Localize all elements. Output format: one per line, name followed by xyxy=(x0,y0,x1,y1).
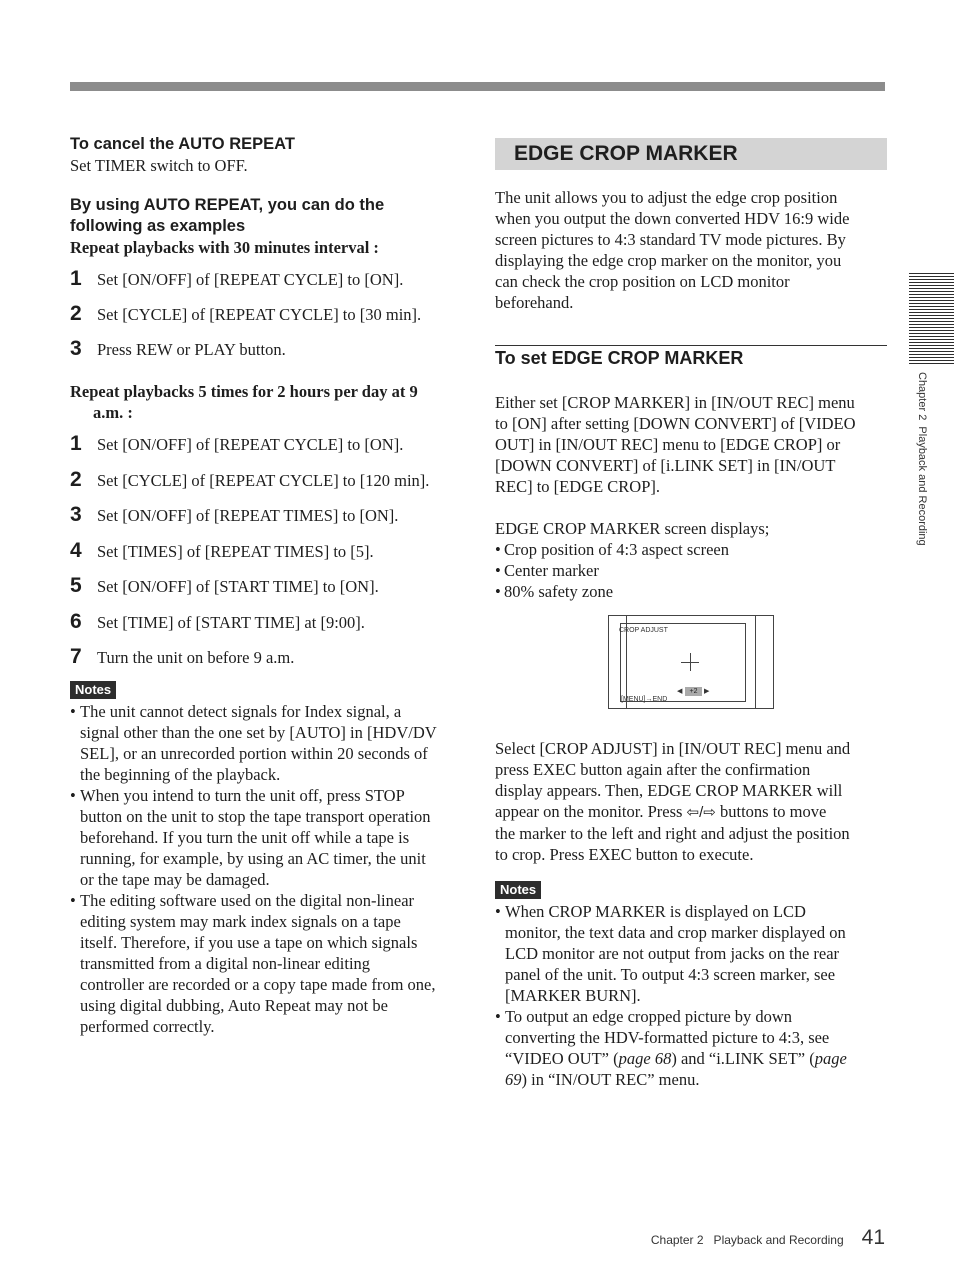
note-line xyxy=(505,1069,887,1090)
step-text: Set [ON/OFF] of [REPEAT CYCLE] to [ON]. xyxy=(97,435,404,454)
example2-title-line2: a.m. : xyxy=(93,403,133,422)
note-line: or the tape may be damaged. xyxy=(80,870,270,889)
step-number: 3 xyxy=(70,503,82,526)
step-number: 2 xyxy=(70,302,82,325)
step-number: 1 xyxy=(70,267,82,290)
page-reference-link[interactable]: page xyxy=(814,1049,847,1068)
step-text: Set [ON/OFF] of [START TIME] to [ON]. xyxy=(97,577,379,596)
page-reference-link[interactable]: page 68 xyxy=(618,1049,672,1068)
note-line: beforehand. If you turn the unit off while a tape is xyxy=(80,828,410,847)
chapter-side-label: Chapter 2 Playback and Recording xyxy=(916,372,928,546)
examples-heading-line1: By using AUTO REPEAT, you can do the xyxy=(70,196,385,214)
section-title: EDGE CROP MARKER xyxy=(495,138,887,170)
center-marker-icon xyxy=(690,653,691,671)
cancel-body: Set TIMER switch to OFF. xyxy=(70,156,248,175)
note-line: • When you intend to turn the unit off, press STOP xyxy=(80,786,405,805)
text-line: to crop. Press EXEC button to execute. xyxy=(495,845,754,864)
text-line: Either set [CROP MARKER] in [IN/OUT REC] menu xyxy=(495,393,855,412)
arrow-left-icon: ◀ xyxy=(677,688,683,695)
menu-end-label: [MENU]→END xyxy=(621,696,668,703)
step-number: 3 xyxy=(70,337,82,360)
step xyxy=(70,611,465,633)
example1-steps xyxy=(70,268,465,360)
display-item: • Crop position of 4:3 aspect screen xyxy=(495,539,887,560)
note-item xyxy=(70,701,465,785)
step-text: Press REW or PLAY button. xyxy=(97,340,286,359)
step-number: 7 xyxy=(70,645,82,668)
text-line: displaying the edge crop marker on the monitor, you xyxy=(495,251,842,270)
text-line: REC] to [EDGE CROP]. xyxy=(495,477,660,496)
step xyxy=(70,469,465,491)
text-line: beforehand. xyxy=(495,293,574,312)
text-line: display appears. Then, EDGE CROP MARKER will xyxy=(495,781,843,800)
step-number: 5 xyxy=(70,574,82,597)
example2-steps xyxy=(70,433,465,668)
text-line: press EXEC button again after the confirmation xyxy=(495,760,811,779)
step xyxy=(70,268,465,290)
note-line: [MARKER BURN]. xyxy=(505,986,641,1005)
crop-line-right xyxy=(755,616,756,708)
step-number: 1 xyxy=(70,432,82,455)
example1-title: Repeat playbacks with 30 minutes interval : xyxy=(70,238,379,257)
step-text: Set [TIMES] of [REPEAT TIMES] to [5]. xyxy=(97,541,374,561)
text-line: OUT] in [IN/OUT REC] menu to [EDGE CROP] or xyxy=(495,435,841,454)
footer-chapter: Chapter 2 Playback and Recording xyxy=(650,1233,844,1247)
note-line: itself. Therefore, if you use a tape on which signals xyxy=(80,933,418,952)
examples-heading-line2: following as examples xyxy=(70,217,246,235)
step-text: Set [ON/OFF] of [REPEAT TIMES] to [ON]. xyxy=(97,506,399,525)
page-footer xyxy=(600,1226,885,1250)
step-number: 4 xyxy=(70,538,82,562)
page-number: 41 xyxy=(861,1226,885,1249)
text-segment: ) in “IN/OUT REC” menu. xyxy=(521,1070,700,1089)
text-segment: “VIDEO OUT” ( xyxy=(505,1049,619,1068)
text-segment: buttons to move xyxy=(719,802,827,821)
text-line: can check the crop position on LCD monitor xyxy=(495,272,790,291)
page-reference-link[interactable]: 69 xyxy=(505,1070,522,1089)
step xyxy=(70,575,465,597)
left-right-arrow-icon: ⇦/⇨ xyxy=(686,804,716,821)
step-number: 2 xyxy=(70,467,82,491)
step xyxy=(70,303,465,325)
text-line: Select [CROP ADJUST] in [IN/OUT REC] menu and xyxy=(495,739,851,758)
display-item: • Center marker xyxy=(495,560,887,581)
text-line: when you output the down converted HDV 16:9 wide xyxy=(495,209,850,228)
example2-title-line1: Repeat playbacks 5 times for 2 hours per day at 9 xyxy=(70,382,418,401)
header-bar xyxy=(70,82,885,91)
step-text: Set [CYCLE] of [REPEAT CYCLE] to [30 min]. xyxy=(97,305,422,324)
notes-label: Notes xyxy=(495,881,541,899)
note-line: • To output an edge cropped picture by down xyxy=(505,1007,793,1026)
step-text: Set [ON/OFF] of [REPEAT CYCLE] to [ON]. xyxy=(97,270,404,289)
select-paragraph xyxy=(495,738,887,865)
notes-label: Notes xyxy=(70,681,116,699)
text-line xyxy=(495,801,887,823)
note-item xyxy=(70,785,465,890)
note-line: performed correctly. xyxy=(80,1017,215,1036)
note-line: using digital dubbing, Auto Repeat may not be xyxy=(80,996,388,1015)
text-segment: ) and “i.LINK SET” ( xyxy=(671,1049,815,1068)
text-line: to [ON] after setting [DOWN CONVERT] of [VIDEO xyxy=(495,414,856,433)
note-line xyxy=(505,1048,887,1069)
step xyxy=(70,504,465,526)
note-line: • The editing software used on the digital non-linear xyxy=(80,891,415,910)
note-line: running, for example, by using an AC timer, the unit xyxy=(80,849,426,868)
crop-value: +2 xyxy=(685,687,702,696)
step-text: Set [CYCLE] of [REPEAT CYCLE] to [120 min]. xyxy=(97,470,430,490)
crop-adjust-label: CROP ADJUST xyxy=(619,627,668,634)
note-item xyxy=(70,890,465,1037)
right-column xyxy=(495,138,887,1090)
note-line: transmitted from a digital non-linear editing xyxy=(80,954,371,973)
crop-marker-screen-illustration xyxy=(608,615,774,709)
step-number: 6 xyxy=(70,609,82,633)
displays-intro: EDGE CROP MARKER screen displays; xyxy=(495,519,770,538)
text-line: The unit allows you to adjust the edge crop position xyxy=(495,188,838,207)
text-line: [DOWN CONVERT] of [i.LINK SET] in [IN/OUT xyxy=(495,456,836,475)
note-line: converting the HDV-formatted picture to 4:3, see xyxy=(505,1028,830,1047)
text-segment: appear on the monitor. Press xyxy=(495,802,683,821)
note-line: the beginning of the playback. xyxy=(80,765,281,784)
step xyxy=(70,540,465,562)
display-item: • 80% safety zone xyxy=(495,581,887,602)
note-line: editing system may mark index signals on a tape xyxy=(80,912,401,931)
text-line: screen pictures to 4:3 standard TV mode pictures. By xyxy=(495,230,846,249)
intro-paragraph xyxy=(495,187,887,313)
note-item xyxy=(495,901,887,1006)
setup-paragraph xyxy=(495,392,887,497)
step xyxy=(70,646,465,668)
subsection-title: To set EDGE CROP MARKER xyxy=(495,348,744,368)
chapter-tab-strip xyxy=(909,273,954,365)
note-line: controller are recorded or a copy tape made from one, xyxy=(80,975,436,994)
note-line: LCD monitor are not output from jacks on the rear xyxy=(505,944,840,963)
text-line: the marker to the left and right and adjust the position xyxy=(495,824,850,843)
note-line: • The unit cannot detect signals for Index signal, a xyxy=(80,702,402,721)
note-line: signal other than the one set by [AUTO] in [HDV/DV xyxy=(80,723,437,742)
step-text: Set [TIME] of [START TIME] at [9:00]. xyxy=(97,612,365,632)
note-line: • When CROP MARKER is displayed on LCD xyxy=(505,902,806,921)
left-column xyxy=(70,134,465,1037)
step xyxy=(70,433,465,455)
note-line: SEL], or an unrecorded portion within 20 seconds of xyxy=(80,744,428,763)
note-line: monitor, the text data and crop marker displayed on xyxy=(505,923,846,942)
arrow-right-icon: ▶ xyxy=(704,688,710,695)
cancel-heading: To cancel the AUTO REPEAT xyxy=(70,135,295,153)
note-line: panel of the unit. To output 4:3 screen marker, see xyxy=(505,965,836,984)
step-text: Turn the unit on before 9 a.m. xyxy=(97,648,295,667)
note-line: button on the unit to stop the tape transport operation xyxy=(80,807,431,826)
note-item xyxy=(495,1006,887,1090)
step xyxy=(70,338,465,360)
